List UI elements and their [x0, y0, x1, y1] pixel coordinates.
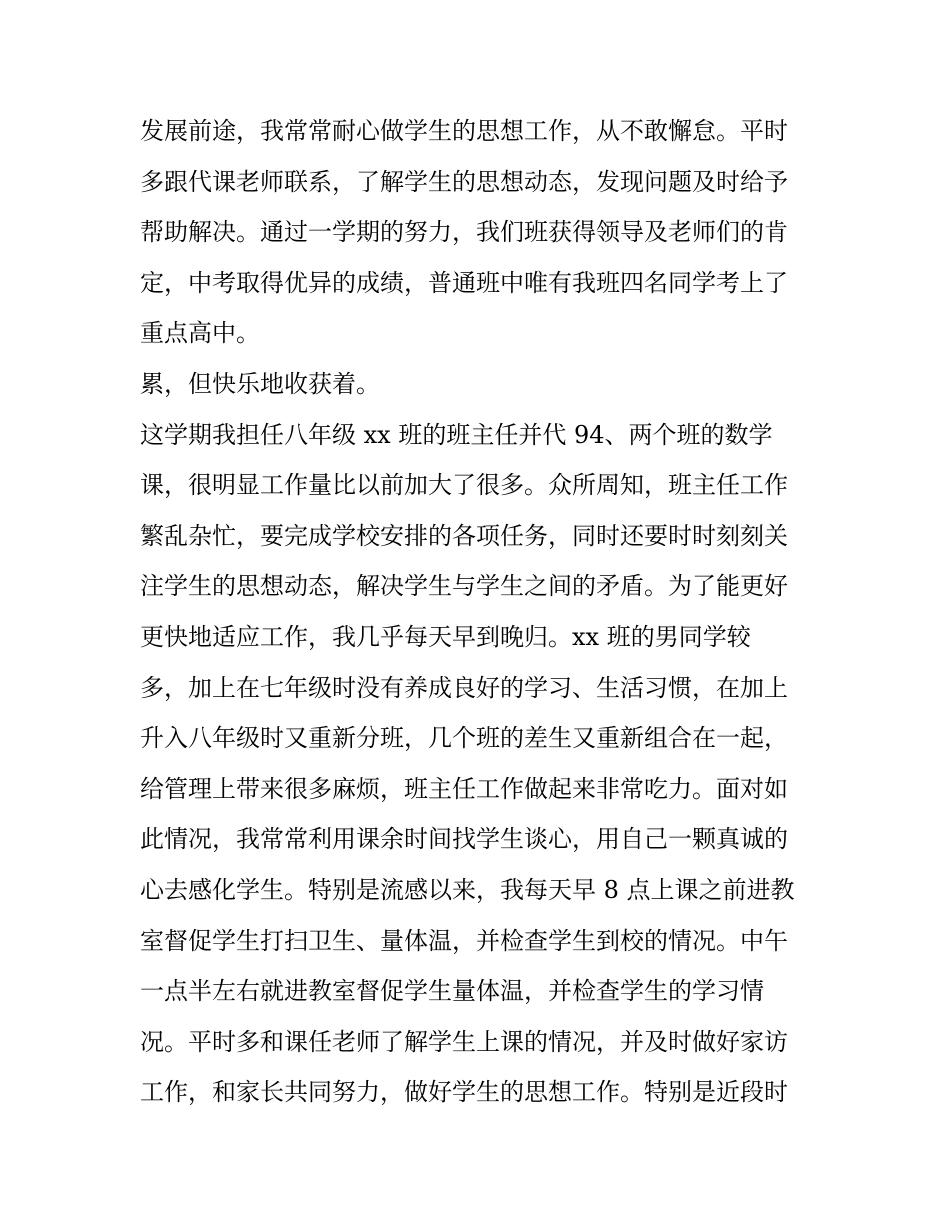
text-line: 心去感化学生。特别是流感以来，我每天早 8 点上课之前进教	[140, 875, 795, 904]
text-line: 定，中考取得优异的成绩，普通班中唯有我班四名同学考上了	[140, 268, 788, 297]
text-line: 更快地适应工作，我几乎每天早到晚归。xx 班的男同学较	[140, 622, 751, 651]
text-line: 室督促学生打扫卫生、量体温，并检查学生到校的情况。中午	[140, 926, 788, 955]
text-line: 给管理上带来很多麻烦，班主任工作做起来非常吃力。面对如	[140, 774, 788, 803]
text-line: 工作，和家长共同努力，做好学生的思想工作。特别是近段时	[140, 1078, 788, 1107]
text-line: 课，很明显工作量比以前加大了很多。众所周知，班主任工作	[140, 471, 788, 500]
text-line: 注学生的思想动态，解决学生与学生之间的矛盾。为了能更好	[140, 572, 788, 601]
text-line: 繁乱杂忙，要完成学校安排的各项任务，同时还要时时刻刻关	[140, 521, 788, 550]
text-line: 这学期我担任八年级 xx 班的班主任并代 94、两个班的数学	[140, 420, 773, 449]
text-line: 况。平时多和课任老师了解学生上课的情况，并及时做好家访	[140, 1027, 788, 1056]
text-line: 重点高中。	[140, 319, 260, 348]
text-line: 帮助解决。通过一学期的努力，我们班获得领导及老师们的肯	[140, 218, 788, 247]
text-line: 发展前途，我常常耐心做学生的思想工作，从不敢懈怠。平时	[140, 117, 788, 145]
text-line: 多，加上在七年级时没有养成良好的学习、生活习惯，在加上	[140, 673, 788, 702]
text-line: 此情况，我常常利用课余时间找学生谈心，用自己一颗真诚的	[140, 825, 788, 854]
text-line: 一点半左右就进教室督促学生量体温，并检查学生的学习情	[140, 977, 764, 1006]
text-line: 累，但快乐地收获着。	[140, 369, 380, 398]
body-text	[140, 106, 820, 1118]
text-line: 升入八年级时又重新分班，几个班的差生又重新组合在一起，	[140, 724, 788, 753]
text-line: 多跟代课老师联系，了解学生的思想动态，发现问题及时给予	[140, 167, 788, 196]
